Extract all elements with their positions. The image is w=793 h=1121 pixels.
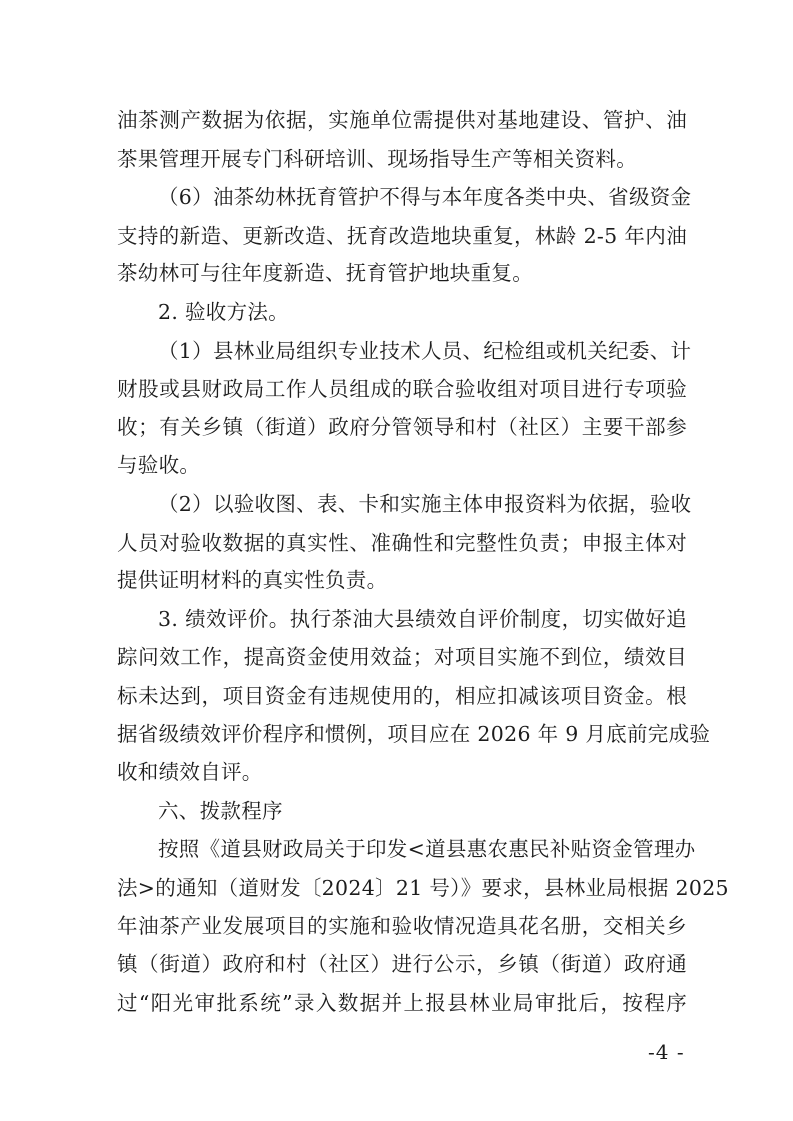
- paragraph-line: 法>的通知（道财发〔2024〕21 号）》要求，县林业局根据 2025: [117, 876, 729, 900]
- paragraph-line: 年油茶产业发展项目的实施和验收情况造具花名册，交相关乡: [117, 914, 687, 938]
- paragraph-line: 油茶测产数据为依据，实施单位需提供对基地建设、管护、油: [117, 108, 687, 132]
- paragraph-line: 按照《道县财政局关于印发<道县惠农惠民补贴资金管理办: [158, 837, 696, 861]
- paragraph-line: 与验收。: [117, 453, 201, 477]
- paragraph-line: 支持的新造、更新改造、抚育改造地块重复，林龄 2-5 年内油: [117, 224, 687, 248]
- section-heading: 2. 验收方法。: [158, 300, 289, 324]
- paragraph-line: （6）油茶幼林抚育管护不得与本年度各类中央、省级资金: [158, 185, 692, 209]
- paragraph-line: 财股或县财政局工作人员组成的联合验收组对项目进行专项验: [117, 377, 687, 401]
- section-heading: 六、拨款程序: [158, 799, 283, 823]
- paragraph-line: 人员对验收数据的真实性、准确性和完整性负责；申报主体对: [117, 531, 687, 555]
- paragraph-line: （2）以验收图、表、卡和实施主体申报资料为依据，验收: [158, 492, 692, 516]
- paragraph-line: 踪问效工作，提高资金使用效益；对项目实施不到位，绩效目: [117, 645, 687, 669]
- paragraph-line: 收和绩效自评。: [117, 760, 263, 784]
- paragraph-line: 过“阳光审批系统”录入数据并上报县林业局审批后，按程序: [117, 991, 687, 1015]
- paragraph-line: （1）县林业局组织专业技术人员、纪检组或机关纪委、计: [158, 339, 692, 363]
- paragraph-line: 镇（街道）政府和村（社区）进行公示，乡镇（街道）政府通: [117, 952, 687, 976]
- paragraph-line: 收；有关乡镇（街道）政府分管领导和村（社区）主要干部参: [117, 415, 687, 439]
- paragraph-line: 3. 绩效评价。执行茶油大县绩效自评价制度，切实做好追: [158, 607, 687, 631]
- paragraph-line: 茶幼林可与往年度新造、抚育管护地块重复。: [117, 261, 533, 285]
- page-number: -4 -: [648, 1040, 685, 1064]
- paragraph-line: 据省级绩效评价程序和惯例，项目应在 2026 年 9 月底前完成验: [117, 722, 711, 746]
- paragraph-line: 茶果管理开展专门科研培训、现场指导生产等相关资料。: [117, 147, 637, 171]
- paragraph-line: 提供证明材料的真实性负责。: [117, 568, 388, 592]
- paragraph-line: 标未达到，项目资金有违规使用的，相应扣减该项目资金。根: [117, 684, 687, 708]
